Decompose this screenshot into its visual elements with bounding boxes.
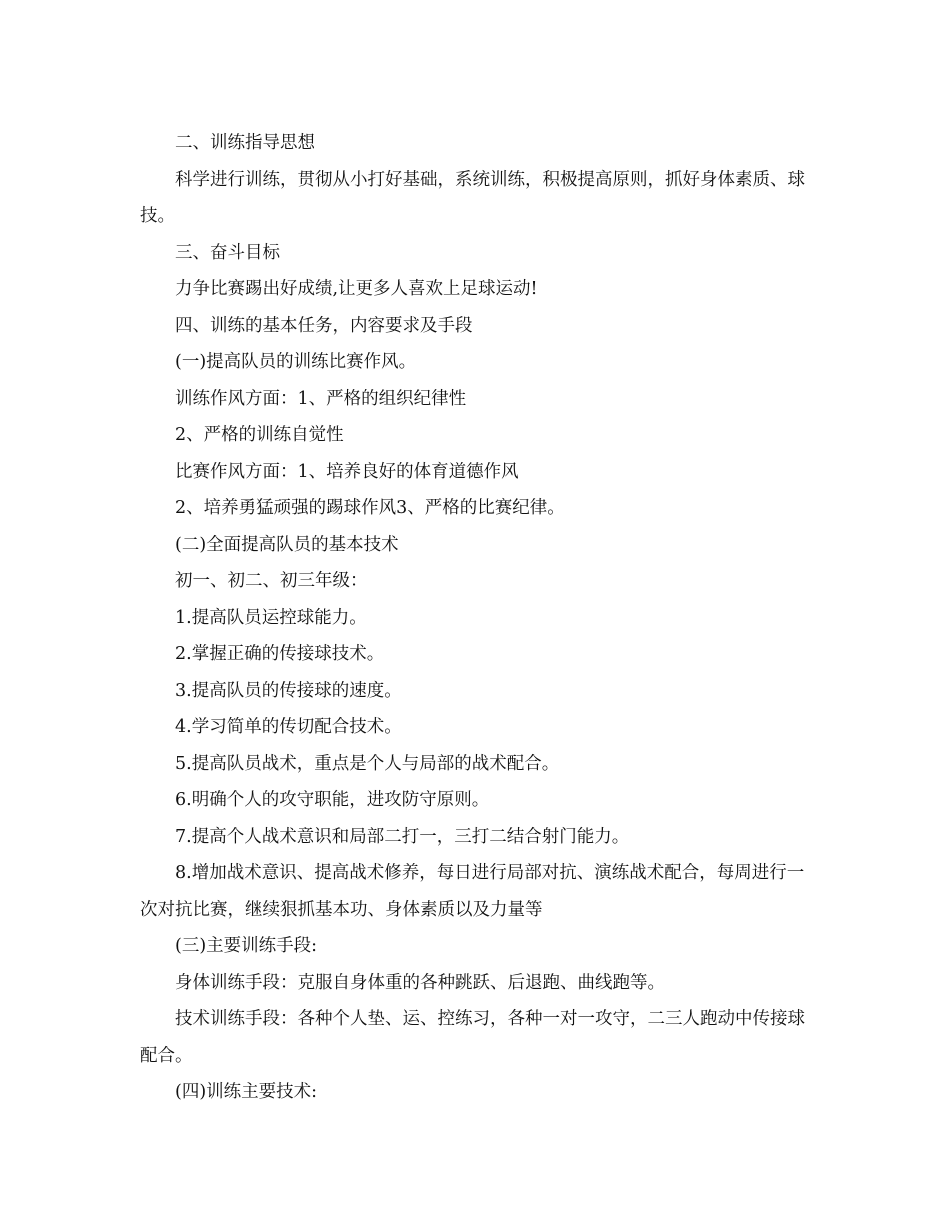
list-item-2: 2.掌握正确的传接球技术。 (175, 644, 385, 664)
list-item-6: 6.明确个人的攻守职能，进攻防守原则。 (175, 790, 490, 810)
paragraph-physical-training: 身体训练手段：克服自身体重的各种跳跃、后退跑、曲线跑等。 (175, 972, 665, 993)
subsection-heading-basic-skills: (二)全面提高队员的基本技术 (175, 534, 399, 555)
list-item-match-discipline: 2、培养勇猛顽强的踢球作风3、严格的比赛纪律。 (175, 498, 565, 518)
paragraph-goal-statement: 力争比赛踢出好成绩,让更多人喜欢上足球运动! (175, 279, 538, 299)
grade-levels-label: 初一、初二、初三年级： (175, 571, 368, 591)
list-item-7: 7.提高个人战术意识和局部二打一，三打二结合射门能力。 (175, 826, 630, 847)
paragraph-technical-training: 技术训练手段：各种个人垫、运、控练习，各种一对一攻守，二三人跑动中传接球配合。 (140, 1009, 805, 1066)
list-item-training-discipline: 2、严格的训练自觉性 (175, 425, 344, 445)
list-item-5: 5.提高队员战术，重点是个人与局部的战术配合。 (175, 753, 560, 774)
subsection-heading-training-means: (三)主要训练手段: (175, 936, 318, 956)
list-item-8: 8.增加战术意识、提高战术修养，每日进行局部对抗、演练战术配合，每周进行一次对抗比赛，继续狠抓基本功、身体素质以及力量等 (140, 863, 805, 920)
subsection-heading-style: (一)提高队员的训练比赛作风。 (175, 352, 417, 372)
list-item-1: 1.提高队员运控球能力。 (175, 607, 367, 628)
section-heading-basic-tasks: 四、训练的基本任务，内容要求及手段 (175, 315, 473, 336)
paragraph-training-principles: 科学进行训练，贯彻从小打好基础，系统训练，积极提高原则，抓好身体素质、球技。 (140, 169, 805, 226)
subsection-heading-main-techniques: (四)训练主要技术: (175, 1082, 318, 1102)
document-body (140, 125, 812, 1111)
section-heading-guiding-ideology: 二、训练指导思想 (175, 133, 315, 153)
section-heading-goals: 三、奋斗目标 (175, 242, 280, 263)
list-item-4: 4.学习简单的传切配合技术。 (175, 717, 402, 737)
list-item-match-style: 比赛作风方面：1、培养良好的体育道德作风 (175, 461, 519, 482)
list-item-3: 3.提高队员的传接球的速度。 (175, 680, 402, 701)
list-item-training-style: 训练作风方面：1、严格的组织纪律性 (175, 388, 467, 409)
